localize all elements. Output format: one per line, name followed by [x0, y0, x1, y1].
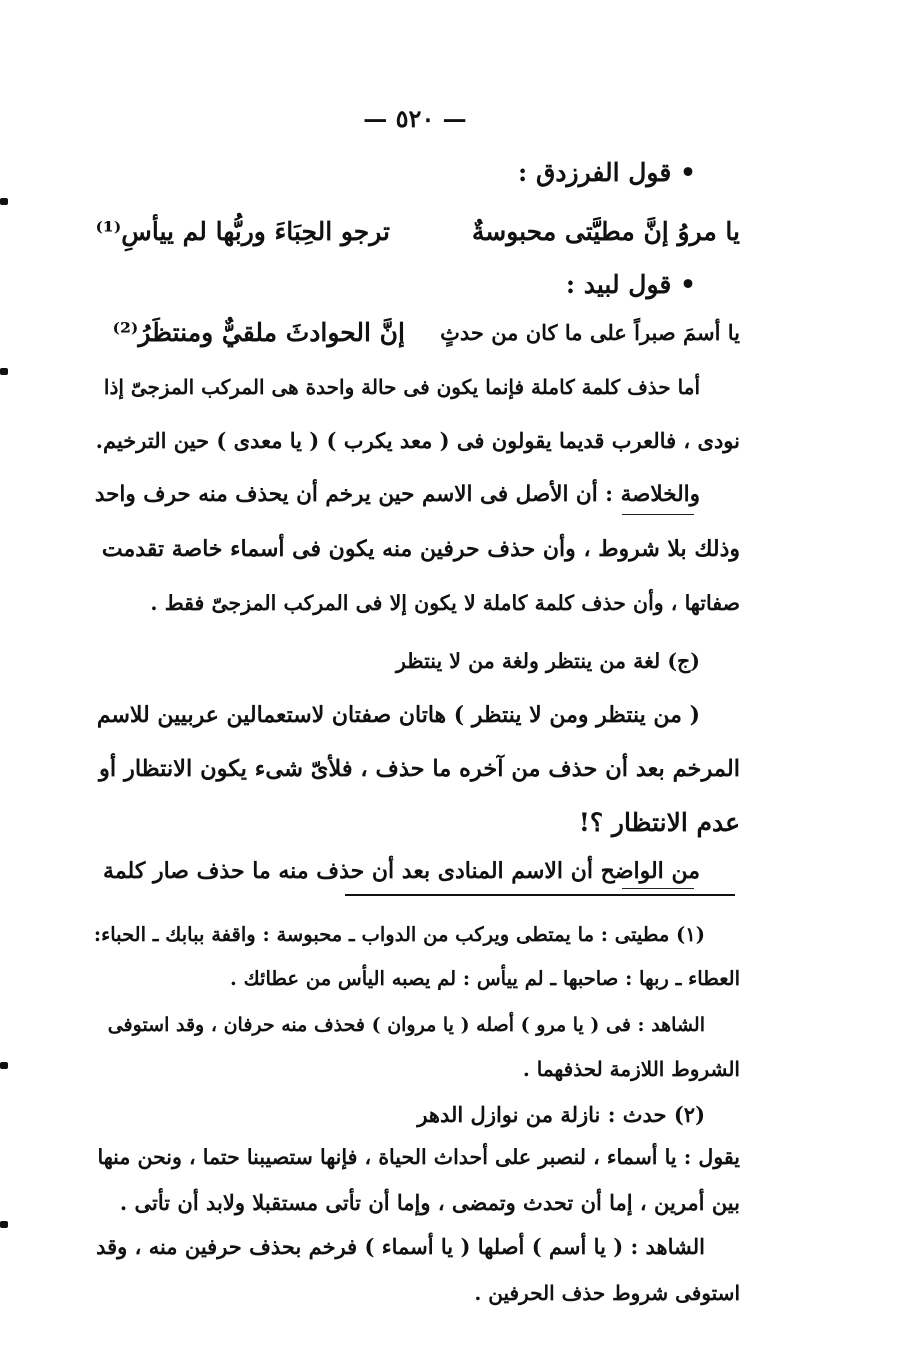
section-heading: (ج) لغة من ينتظر ولغة من لا ينتظر — [395, 649, 700, 673]
footnote-line: (١) مطيتى : ما يمتطى ويركب من الدواب ـ محبوسة : واقفة ببابك ـ الحباء: — [93, 923, 705, 946]
footnote-line: استوفى شروط حذف الحرفين . — [474, 1281, 740, 1305]
paragraph-line: من الواضح أن الاسم المنادى بعد أن حذف منه ما حذف صار كلمة — [103, 858, 700, 884]
footnote-line: الشروط اللازمة لحذفهما . — [522, 1057, 740, 1081]
poem-verse-1-second-hemistich: ترجو الحِبَاءَ وربُّها لم ييأسِ⁽¹⁾ — [95, 217, 390, 246]
paragraph-line: وذلك بلا شروط ، وأن حذف حرفين منه يكون فى أسماء خاصة تقدمت — [101, 536, 740, 562]
heading-labid: • قول لبيد : — [565, 270, 696, 299]
paragraph-line: ( من ينتظر ومن لا ينتظر ) هاتان صفتان لاستعمالين عربيين للاسم — [96, 702, 700, 728]
footnote-line: الشاهد : فى ( يا مرو ) أصله ( يا مروان ) فحذف منه حرفان ، وقد استوفى — [107, 1014, 705, 1036]
footnote-separator — [345, 894, 735, 896]
paragraph-line: صفاتها ، وأن حذف كلمة كاملة لا يكون إلا فى المركب المزجىّ فقط . — [150, 591, 740, 615]
paragraph-line: نودى ، فالعرب قديما يقولون فى ( معد يكرب ) ( يا معدى ) حين الترخيم. — [95, 428, 740, 453]
footnote-line: الشاهد : ( يا أسم ) أصلها ( يا أسماء ) فرخم بحذف حرفين منه ، وقد — [96, 1234, 705, 1259]
poem-verse-2-second-hemistich: إنَّ الحوادثَ ملقيٌّ ومنتظَرُ⁽²⁾ — [112, 318, 405, 347]
poem-verse-2-first-hemistich: يا أسمَ صبراً على ما كان من حدثٍ — [440, 320, 740, 345]
paragraph-line: أما حذف كلمة كاملة فإنما يكون فى حالة واحدة هى المركب المزجىّ إذا — [103, 375, 700, 399]
underline — [622, 888, 694, 889]
underline — [622, 514, 694, 515]
footnote-line: بين أمرين ، إما أن تحدث وتمضى ، وإما أن تأتى مستقبلا ولابد أن تأتى . — [119, 1190, 740, 1215]
footnote-line: (٢) حدث : نازلة من نوازل الدهر — [417, 1102, 705, 1127]
footnote-line: يقول : يا أسماء ، لنصبر على أحداث الحياة ، فإنها ستصيبنا حتما ، ونحن منها — [97, 1145, 740, 1169]
paragraph-line: المرخم بعد أن حذف من آخره ما حذف ، فلأىّ شىء يكون الانتظار أو — [99, 756, 740, 782]
footnote-line: العطاء ـ ربها : صاحبها ـ لم ييأس : لم يصبه اليأس من عطائك . — [230, 967, 740, 990]
heading-farazdaq: • قول الفرزدق : — [518, 158, 696, 187]
scan-mark — [0, 1221, 8, 1228]
scan-mark — [0, 198, 8, 205]
scan-mark — [0, 368, 8, 375]
paragraph-line: عدم الانتظار ؟! — [578, 808, 740, 837]
paragraph-line: والخلاصة : أن الأصل فى الاسم حين يرخم أن يحذف منه حرف واحد — [94, 482, 700, 507]
scan-mark — [0, 1062, 8, 1069]
poem-verse-1-first-hemistich: يا مروُ إنَّ مطيَّتى محبوسةٌ — [471, 217, 740, 246]
page-number: — ٥٢٠ — — [363, 104, 467, 133]
